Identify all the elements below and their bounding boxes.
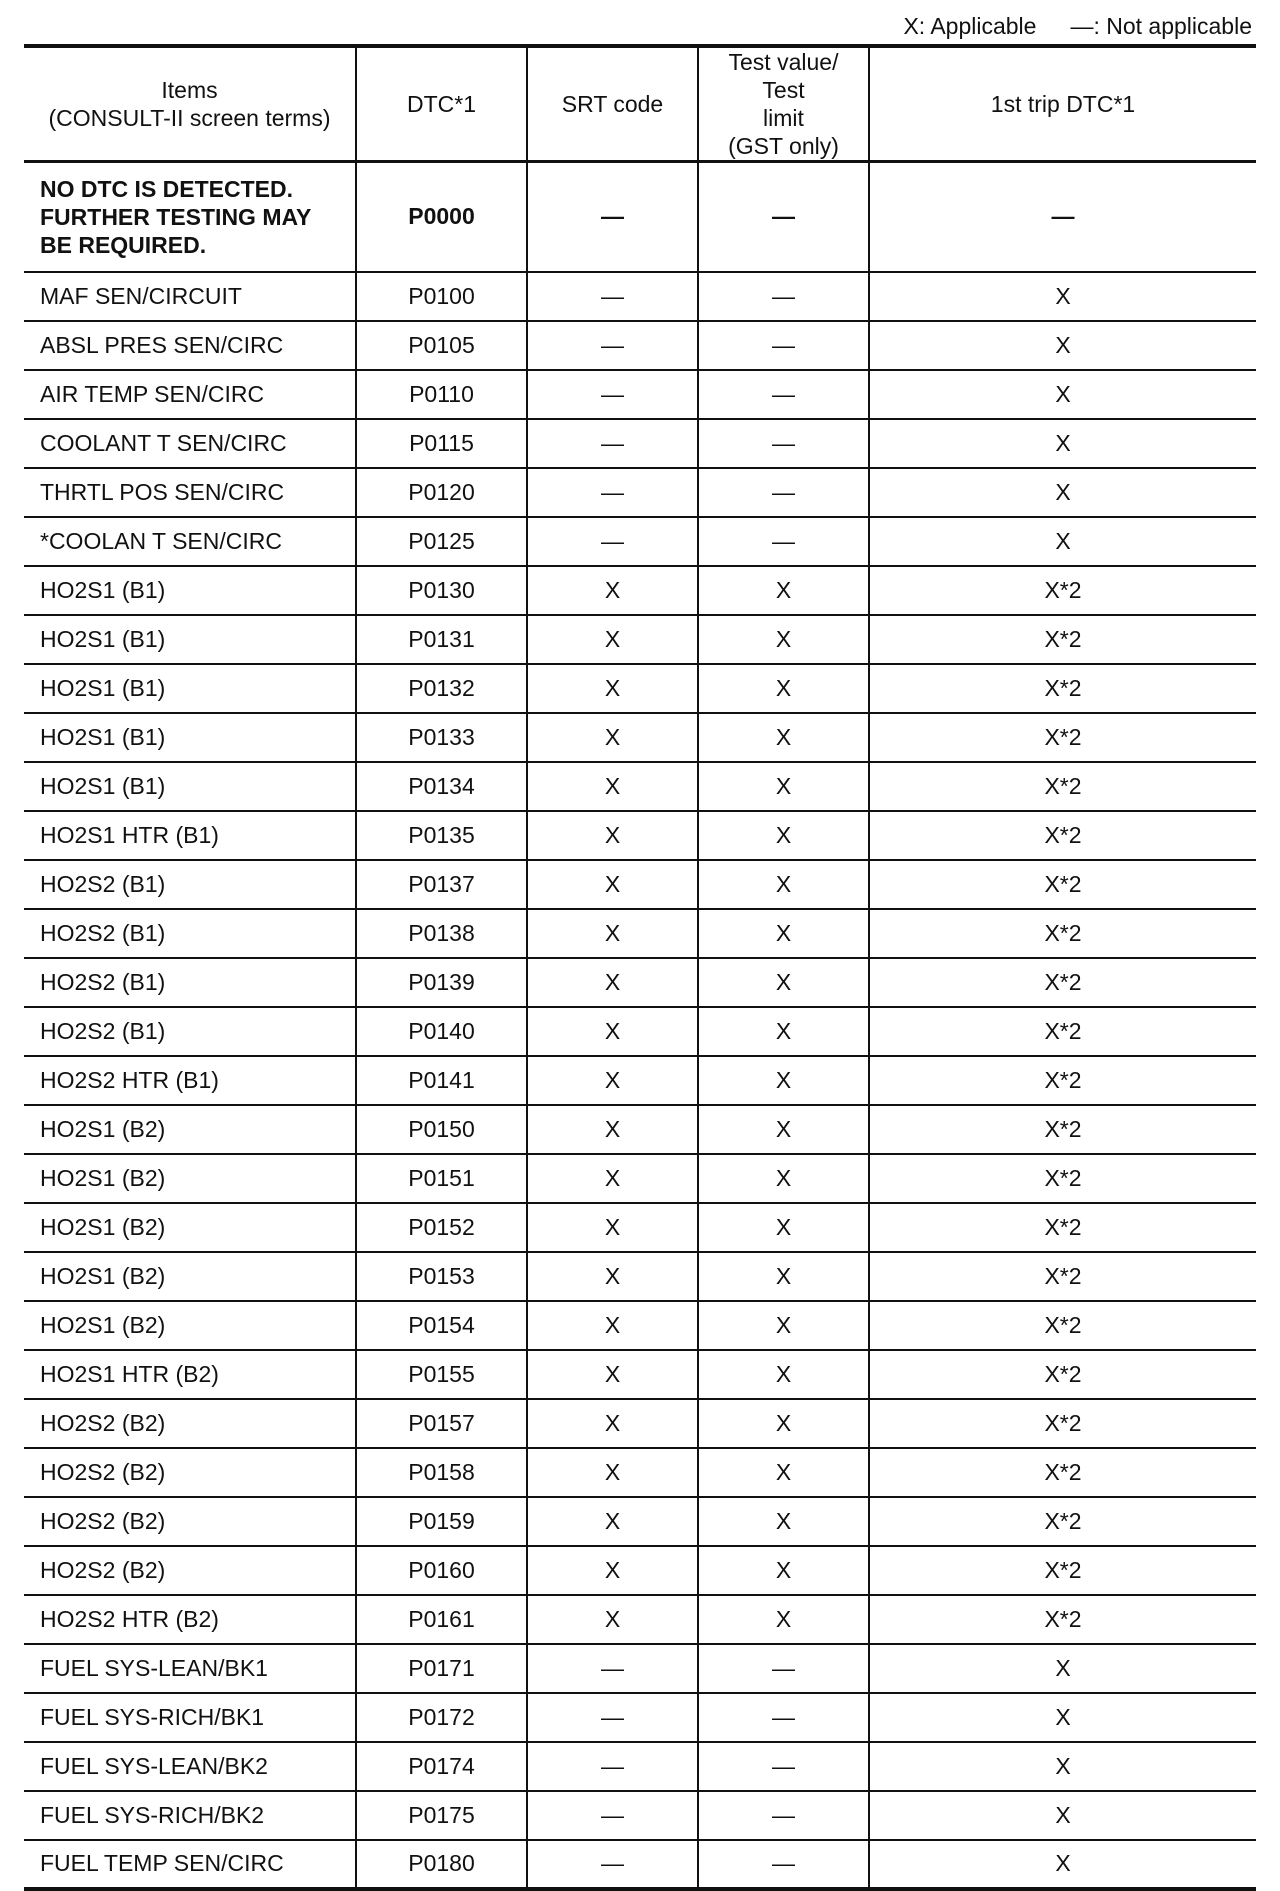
- cell-test-value: —: [698, 1791, 869, 1840]
- cell-test-value: X: [698, 1399, 869, 1448]
- cell-srt-code: X: [527, 713, 698, 762]
- cell-item: HO2S2 (B1): [24, 909, 356, 958]
- cell-item: HO2S1 (B1): [24, 664, 356, 713]
- cell-item: HO2S1 (B1): [24, 615, 356, 664]
- cell-first-trip-dtc: X*2: [869, 909, 1256, 958]
- cell-srt-code: X: [527, 811, 698, 860]
- table-row: [24, 1203, 1256, 1252]
- cell-first-trip-dtc: X*2: [869, 1301, 1256, 1350]
- cell-first-trip-dtc: X: [869, 1840, 1256, 1889]
- cell-test-value: X: [698, 1056, 869, 1105]
- cell-srt-code: X: [527, 1154, 698, 1203]
- cell-test-value: X: [698, 713, 869, 762]
- cell-srt-code: X: [527, 1448, 698, 1497]
- table-row: [24, 1742, 1256, 1791]
- cell-first-trip-dtc: X*2: [869, 1546, 1256, 1595]
- cell-srt-code: —: [527, 162, 698, 272]
- header-test-value: [698, 46, 869, 162]
- table-row: [24, 468, 1256, 517]
- header-items: [24, 46, 356, 162]
- cell-first-trip-dtc: X: [869, 517, 1256, 566]
- cell-first-trip-dtc: X: [869, 1644, 1256, 1693]
- cell-item: ABSL PRES SEN/CIRC: [24, 321, 356, 370]
- header-test-line2: limit: [763, 105, 804, 131]
- cell-srt-code: X: [527, 1252, 698, 1301]
- table-row: [24, 811, 1256, 860]
- table-row: [24, 1644, 1256, 1693]
- cell-first-trip-dtc: X: [869, 1693, 1256, 1742]
- cell-test-value: X: [698, 1252, 869, 1301]
- cell-test-value: X: [698, 860, 869, 909]
- cell-first-trip-dtc: X: [869, 419, 1256, 468]
- cell-item: FUEL TEMP SEN/CIRC: [24, 1840, 356, 1889]
- cell-srt-code: X: [527, 1105, 698, 1154]
- cell-srt-code: X: [527, 1497, 698, 1546]
- cell-first-trip-dtc: X: [869, 1791, 1256, 1840]
- cell-item: HO2S1 (B2): [24, 1252, 356, 1301]
- table-row: [24, 713, 1256, 762]
- cell-first-trip-dtc: X*2: [869, 1448, 1256, 1497]
- cell-item: HO2S1 (B1): [24, 713, 356, 762]
- cell-test-value: —: [698, 1840, 869, 1889]
- cell-test-value: —: [698, 468, 869, 517]
- cell-item: HO2S2 (B1): [24, 958, 356, 1007]
- cell-srt-code: X: [527, 860, 698, 909]
- cell-first-trip-dtc: X*2: [869, 1350, 1256, 1399]
- legend: [24, 8, 1256, 44]
- table-row: [24, 958, 1256, 1007]
- cell-dtc: P0161: [356, 1595, 527, 1644]
- header-row: [24, 46, 1256, 162]
- cell-test-value: —: [698, 370, 869, 419]
- cell-dtc: P0134: [356, 762, 527, 811]
- cell-item: HO2S2 (B2): [24, 1448, 356, 1497]
- cell-dtc: P0150: [356, 1105, 527, 1154]
- cell-srt-code: X: [527, 566, 698, 615]
- table-row: [24, 419, 1256, 468]
- cell-srt-code: —: [527, 468, 698, 517]
- cell-dtc: P0141: [356, 1056, 527, 1105]
- cell-srt-code: —: [527, 272, 698, 321]
- cell-first-trip-dtc: X*2: [869, 1252, 1256, 1301]
- cell-item: HO2S1 (B1): [24, 566, 356, 615]
- cell-first-trip-dtc: X: [869, 321, 1256, 370]
- cell-item: HO2S1 (B2): [24, 1301, 356, 1350]
- cell-srt-code: —: [527, 1644, 698, 1693]
- cell-test-value: —: [698, 1644, 869, 1693]
- cell-srt-code: X: [527, 909, 698, 958]
- cell-test-value: X: [698, 1448, 869, 1497]
- table-row: [24, 162, 1256, 272]
- cell-test-value: —: [698, 517, 869, 566]
- cell-srt-code: —: [527, 1693, 698, 1742]
- cell-first-trip-dtc: X*2: [869, 958, 1256, 1007]
- dtc-table: [24, 44, 1256, 1891]
- cell-dtc: P0139: [356, 958, 527, 1007]
- cell-item: HO2S2 (B2): [24, 1546, 356, 1595]
- cell-dtc: P0171: [356, 1644, 527, 1693]
- cell-first-trip-dtc: X*2: [869, 762, 1256, 811]
- cell-srt-code: —: [527, 1840, 698, 1889]
- cell-srt-code: X: [527, 762, 698, 811]
- cell-item: COOLANT T SEN/CIRC: [24, 419, 356, 468]
- cell-srt-code: X: [527, 958, 698, 1007]
- table-row: [24, 615, 1256, 664]
- table-row: [24, 1154, 1256, 1203]
- table-row: [24, 1007, 1256, 1056]
- table-row: [24, 664, 1256, 713]
- cell-test-value: —: [698, 419, 869, 468]
- cell-item: FUEL SYS-RICH/BK2: [24, 1791, 356, 1840]
- cell-first-trip-dtc: X*2: [869, 1007, 1256, 1056]
- cell-dtc: P0175: [356, 1791, 527, 1840]
- cell-dtc: P0172: [356, 1693, 527, 1742]
- cell-test-value: X: [698, 1105, 869, 1154]
- cell-test-value: X: [698, 1546, 869, 1595]
- cell-srt-code: X: [527, 1007, 698, 1056]
- cell-dtc: P0152: [356, 1203, 527, 1252]
- cell-dtc: P0151: [356, 1154, 527, 1203]
- cell-item: HO2S2 (B1): [24, 860, 356, 909]
- header-srt-code: SRT code: [527, 46, 698, 162]
- cell-dtc: P0160: [356, 1546, 527, 1595]
- table-row: [24, 1350, 1256, 1399]
- cell-srt-code: —: [527, 517, 698, 566]
- table-row: [24, 517, 1256, 566]
- cell-dtc: P0133: [356, 713, 527, 762]
- cell-dtc: P0154: [356, 1301, 527, 1350]
- cell-test-value: X: [698, 566, 869, 615]
- cell-test-value: X: [698, 811, 869, 860]
- cell-test-value: X: [698, 1497, 869, 1546]
- table-row: [24, 1497, 1256, 1546]
- header-dtc: DTC*1: [356, 46, 527, 162]
- header-items-line2: (CONSULT-II screen terms): [48, 105, 331, 131]
- cell-dtc: P0110: [356, 370, 527, 419]
- cell-srt-code: X: [527, 1056, 698, 1105]
- cell-dtc: P0140: [356, 1007, 527, 1056]
- cell-srt-code: X: [527, 1203, 698, 1252]
- cell-item: FUEL SYS-RICH/BK1: [24, 1693, 356, 1742]
- cell-dtc: P0135: [356, 811, 527, 860]
- cell-item: HO2S1 (B2): [24, 1203, 356, 1252]
- cell-srt-code: —: [527, 370, 698, 419]
- cell-test-value: —: [698, 162, 869, 272]
- dtc-table-page: [24, 8, 1256, 1891]
- cell-dtc: P0153: [356, 1252, 527, 1301]
- cell-first-trip-dtc: X*2: [869, 615, 1256, 664]
- cell-item: NO DTC IS DETECTED. FURTHER TESTING MAY BE REQUIRED.: [24, 162, 356, 272]
- table-body: [24, 162, 1256, 1889]
- cell-item: HO2S2 HTR (B1): [24, 1056, 356, 1105]
- cell-item: HO2S1 HTR (B1): [24, 811, 356, 860]
- table-row: [24, 1056, 1256, 1105]
- cell-first-trip-dtc: X*2: [869, 811, 1256, 860]
- table-row: [24, 1791, 1256, 1840]
- table-header: [24, 46, 1256, 162]
- cell-dtc: P0130: [356, 566, 527, 615]
- legend-not-applicable: —: Not applicable: [1070, 12, 1252, 39]
- cell-srt-code: X: [527, 1350, 698, 1399]
- cell-test-value: X: [698, 958, 869, 1007]
- cell-dtc: P0105: [356, 321, 527, 370]
- cell-item: *COOLAN T SEN/CIRC: [24, 517, 356, 566]
- cell-srt-code: X: [527, 1399, 698, 1448]
- cell-item: HO2S1 (B2): [24, 1105, 356, 1154]
- cell-dtc: P0100: [356, 272, 527, 321]
- table-row: [24, 762, 1256, 811]
- cell-dtc: P0131: [356, 615, 527, 664]
- cell-item: HO2S1 (B1): [24, 762, 356, 811]
- header-test-line3: (GST only): [728, 133, 839, 159]
- cell-first-trip-dtc: X*2: [869, 1399, 1256, 1448]
- cell-first-trip-dtc: X*2: [869, 1203, 1256, 1252]
- cell-srt-code: X: [527, 1301, 698, 1350]
- cell-srt-code: X: [527, 664, 698, 713]
- cell-item: HO2S1 (B2): [24, 1154, 356, 1203]
- cell-item: HO2S2 (B2): [24, 1399, 356, 1448]
- cell-srt-code: X: [527, 1595, 698, 1644]
- cell-first-trip-dtc: X*2: [869, 1105, 1256, 1154]
- cell-test-value: X: [698, 1595, 869, 1644]
- cell-first-trip-dtc: X: [869, 370, 1256, 419]
- cell-first-trip-dtc: X*2: [869, 1056, 1256, 1105]
- cell-first-trip-dtc: —: [869, 162, 1256, 272]
- cell-test-value: —: [698, 321, 869, 370]
- cell-first-trip-dtc: X*2: [869, 1595, 1256, 1644]
- table-row: [24, 1399, 1256, 1448]
- cell-item: HO2S2 HTR (B2): [24, 1595, 356, 1644]
- cell-srt-code: —: [527, 321, 698, 370]
- table-row: [24, 321, 1256, 370]
- table-row: [24, 860, 1256, 909]
- cell-first-trip-dtc: X*2: [869, 713, 1256, 762]
- cell-item: MAF SEN/CIRCUIT: [24, 272, 356, 321]
- table-row: [24, 909, 1256, 958]
- cell-srt-code: X: [527, 615, 698, 664]
- header-items-line1: Items: [161, 77, 218, 103]
- table-row: [24, 1105, 1256, 1154]
- table-row: [24, 566, 1256, 615]
- cell-dtc: P0174: [356, 1742, 527, 1791]
- cell-dtc: P0137: [356, 860, 527, 909]
- cell-test-value: —: [698, 1693, 869, 1742]
- cell-dtc: P0120: [356, 468, 527, 517]
- cell-dtc: P0157: [356, 1399, 527, 1448]
- cell-dtc: P0000: [356, 162, 527, 272]
- cell-test-value: X: [698, 762, 869, 811]
- cell-first-trip-dtc: X*2: [869, 1154, 1256, 1203]
- cell-item: FUEL SYS-LEAN/BK1: [24, 1644, 356, 1693]
- cell-dtc: P0132: [356, 664, 527, 713]
- cell-item: HO2S2 (B1): [24, 1007, 356, 1056]
- cell-first-trip-dtc: X*2: [869, 664, 1256, 713]
- cell-test-value: X: [698, 1203, 869, 1252]
- cell-first-trip-dtc: X*2: [869, 1497, 1256, 1546]
- cell-dtc: P0180: [356, 1840, 527, 1889]
- cell-first-trip-dtc: X*2: [869, 566, 1256, 615]
- cell-item: HO2S2 (B2): [24, 1497, 356, 1546]
- header-first-trip-dtc: 1st trip DTC*1: [869, 46, 1256, 162]
- table-row: [24, 370, 1256, 419]
- cell-test-value: X: [698, 1154, 869, 1203]
- cell-dtc: P0155: [356, 1350, 527, 1399]
- table-row: [24, 1448, 1256, 1497]
- table-row: [24, 1595, 1256, 1644]
- cell-test-value: —: [698, 1742, 869, 1791]
- cell-dtc: P0159: [356, 1497, 527, 1546]
- cell-item: HO2S1 HTR (B2): [24, 1350, 356, 1399]
- cell-dtc: P0115: [356, 419, 527, 468]
- table-row: [24, 1840, 1256, 1889]
- cell-srt-code: —: [527, 1791, 698, 1840]
- table-row: [24, 1301, 1256, 1350]
- cell-dtc: P0158: [356, 1448, 527, 1497]
- cell-test-value: X: [698, 664, 869, 713]
- table-row: [24, 1546, 1256, 1595]
- cell-item: FUEL SYS-LEAN/BK2: [24, 1742, 356, 1791]
- cell-first-trip-dtc: X: [869, 272, 1256, 321]
- table-row: [24, 272, 1256, 321]
- cell-srt-code: —: [527, 419, 698, 468]
- cell-test-value: X: [698, 615, 869, 664]
- cell-dtc: P0138: [356, 909, 527, 958]
- table-row: [24, 1252, 1256, 1301]
- cell-test-value: X: [698, 1350, 869, 1399]
- cell-first-trip-dtc: X: [869, 468, 1256, 517]
- legend-applicable: X: Applicable: [903, 12, 1037, 39]
- cell-test-value: X: [698, 909, 869, 958]
- table-row: [24, 1693, 1256, 1742]
- header-test-line1: Test value/ Test: [728, 49, 839, 103]
- cell-srt-code: —: [527, 1742, 698, 1791]
- cell-item: THRTL POS SEN/CIRC: [24, 468, 356, 517]
- cell-test-value: X: [698, 1007, 869, 1056]
- cell-first-trip-dtc: X: [869, 1742, 1256, 1791]
- cell-dtc: P0125: [356, 517, 527, 566]
- cell-item: AIR TEMP SEN/CIRC: [24, 370, 356, 419]
- cell-test-value: X: [698, 1301, 869, 1350]
- cell-first-trip-dtc: X*2: [869, 860, 1256, 909]
- cell-srt-code: X: [527, 1546, 698, 1595]
- cell-test-value: —: [698, 272, 869, 321]
